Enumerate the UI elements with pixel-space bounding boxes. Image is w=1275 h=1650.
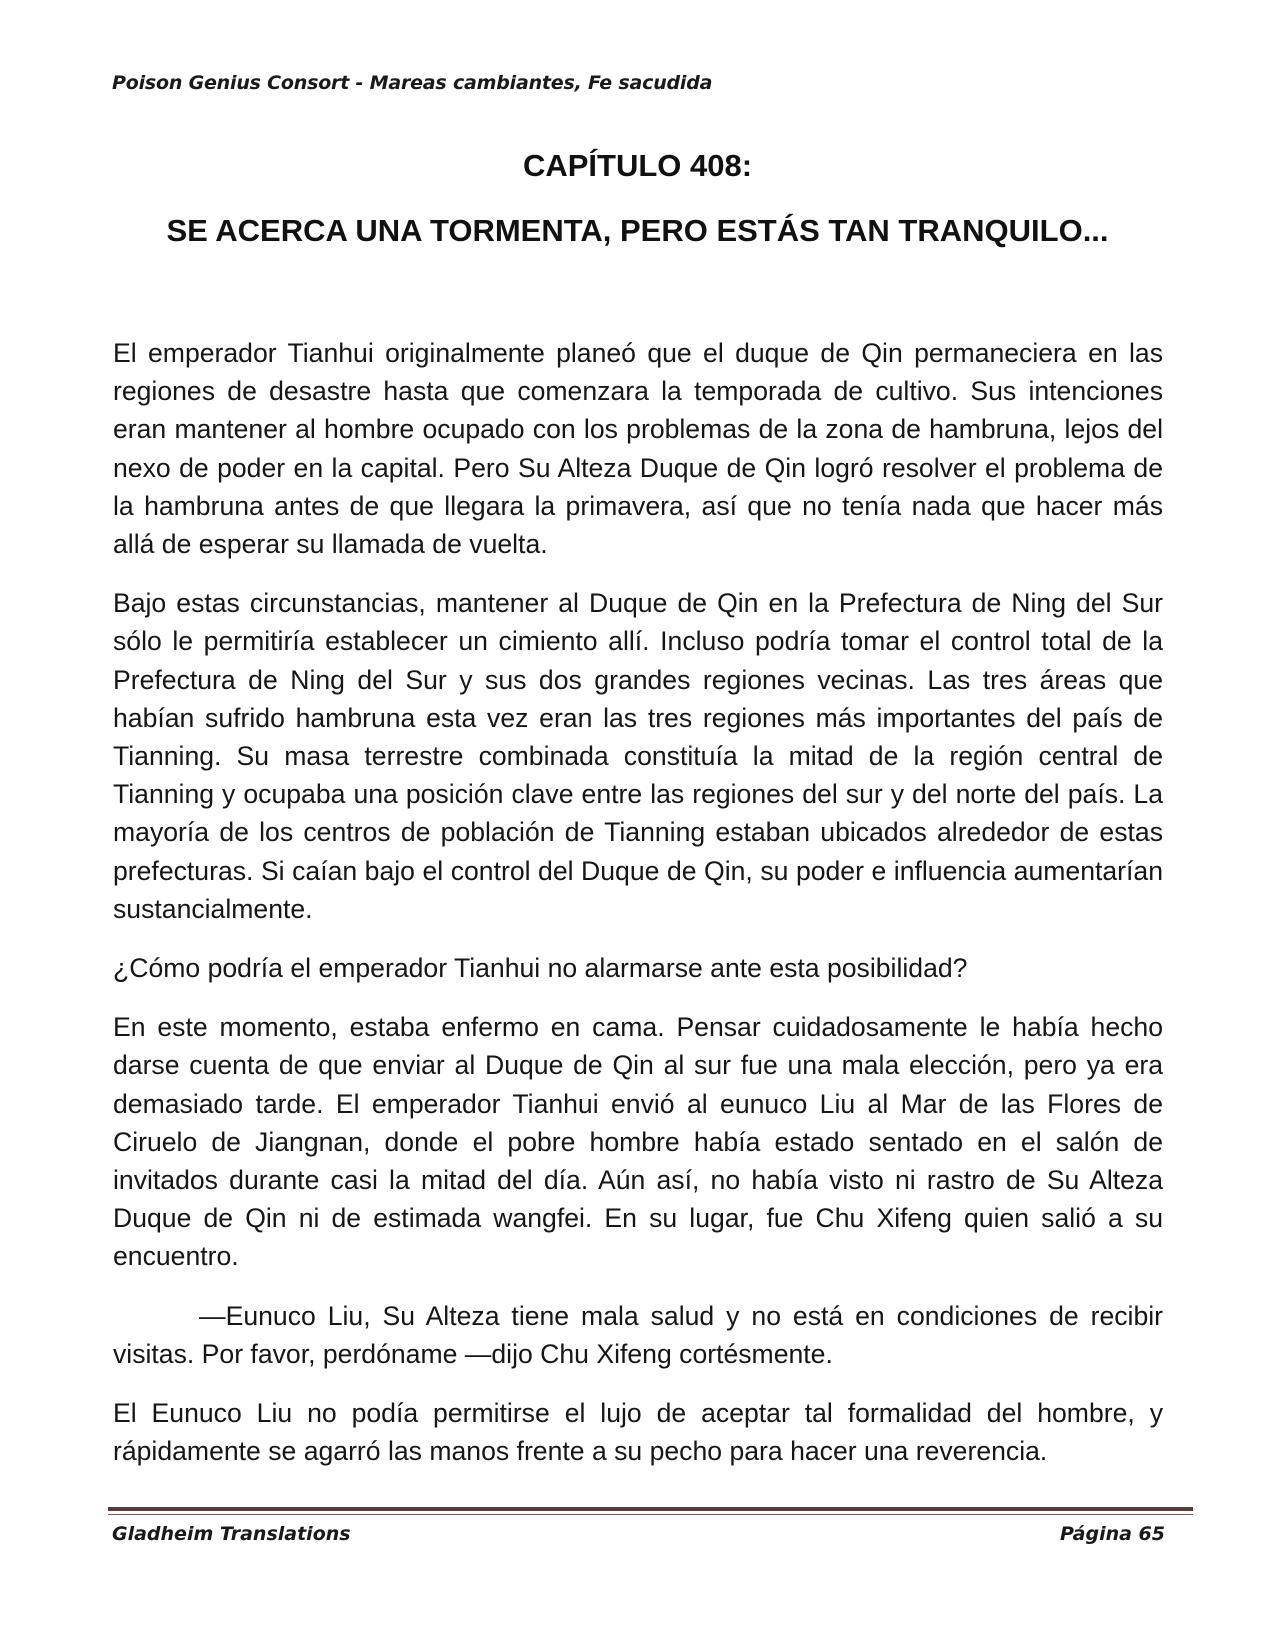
footer-divider: [108, 1507, 1193, 1511]
page-number: Página 65: [1059, 1523, 1165, 1545]
footer-publisher: Gladheim Translations: [112, 1523, 351, 1545]
footer-divider-thin: [108, 1514, 1193, 1515]
chapter-body: [113, 334, 1163, 1491]
running-header: Poison Genius Consort - Mareas cambiantes, Fe sacudida: [112, 72, 713, 94]
paragraph: ¿Cómo podría el emperador Tianhui no alarmarse ante esta posibilidad?: [113, 953, 968, 984]
paragraph: En este momento, estaba enfermo en cama. Pensar cuidadosamente le había hecho darse cuenta de que enviar al Duque de Qin al sur fue una mala elección, pero ya era demasiado tarde. El emperador Tianhui envió al eunuco Liu al Mar de las Flores de Ciruelo de Jiangnan, donde el pobre hombre había estado sentado en el salón de invitados durante casi la mitad del día. Aún así, no había visto ni rastro de Su Alteza Duque de Qin ni de estimada wangfei. En su lugar, fue Chu Xifeng quien salió a su encuentro.: [113, 1012, 1163, 1272]
paragraph: El emperador Tianhui originalmente planeó que el duque de Qin permaneciera en las regiones de desastre hasta que comenzara la temporada de cultivo. Sus intenciones eran mantener al hombre ocupado con los problemas de la zona de hambruna, lejos del nexo de poder en la capital. Pero Su Alteza Duque de Qin logró resolver el problema de la hambruna antes de que llegara la primavera, así que no tenía nada que hacer más allá de esperar su llamada de vuelta.: [113, 338, 1163, 560]
chapter-title: SE ACERCA UNA TORMENTA, PERO ESTÁS TAN TRANQUILO...: [166, 213, 1109, 248]
chapter-number: CAPÍTULO 408:: [522, 148, 753, 183]
dialogue-paragraph: —Eunuco Liu, Su Alteza tiene mala salud y no está en condiciones de recibir visitas. Por favor, perdóname —dijo Chu Xifeng cortésmente.: [113, 1300, 1163, 1369]
paragraph: Bajo estas circunstancias, mantener al Duque de Qin en la Prefectura de Ning del Sur sólo le permitiría establecer un cimiento allí. Incluso podría tomar el control total de la Prefectura de Ning del Sur y sus dos grandes regiones vecinas. Las tres áreas que habían sufrido hambruna esta vez eran las tres regiones más importantes del país de Tianning. Su masa terrestre combinada constituía la mitad de la región central de Tianning y ocupaba una posición clave entre las regiones del sur y del norte del país. La mayoría de los centros de población de Tianning estaban ubicados alrededor de estas prefecturas. Si caían bajo el control del Duque de Qin, su poder e influencia aumentarían sustancialmente.: [113, 588, 1163, 924]
paragraph: El Eunuco Liu no podía permitirse el lujo de aceptar tal formalidad del hombre, y rápidamente se agarró las manos frente a su pecho para hacer una reverencia.: [113, 1398, 1163, 1467]
